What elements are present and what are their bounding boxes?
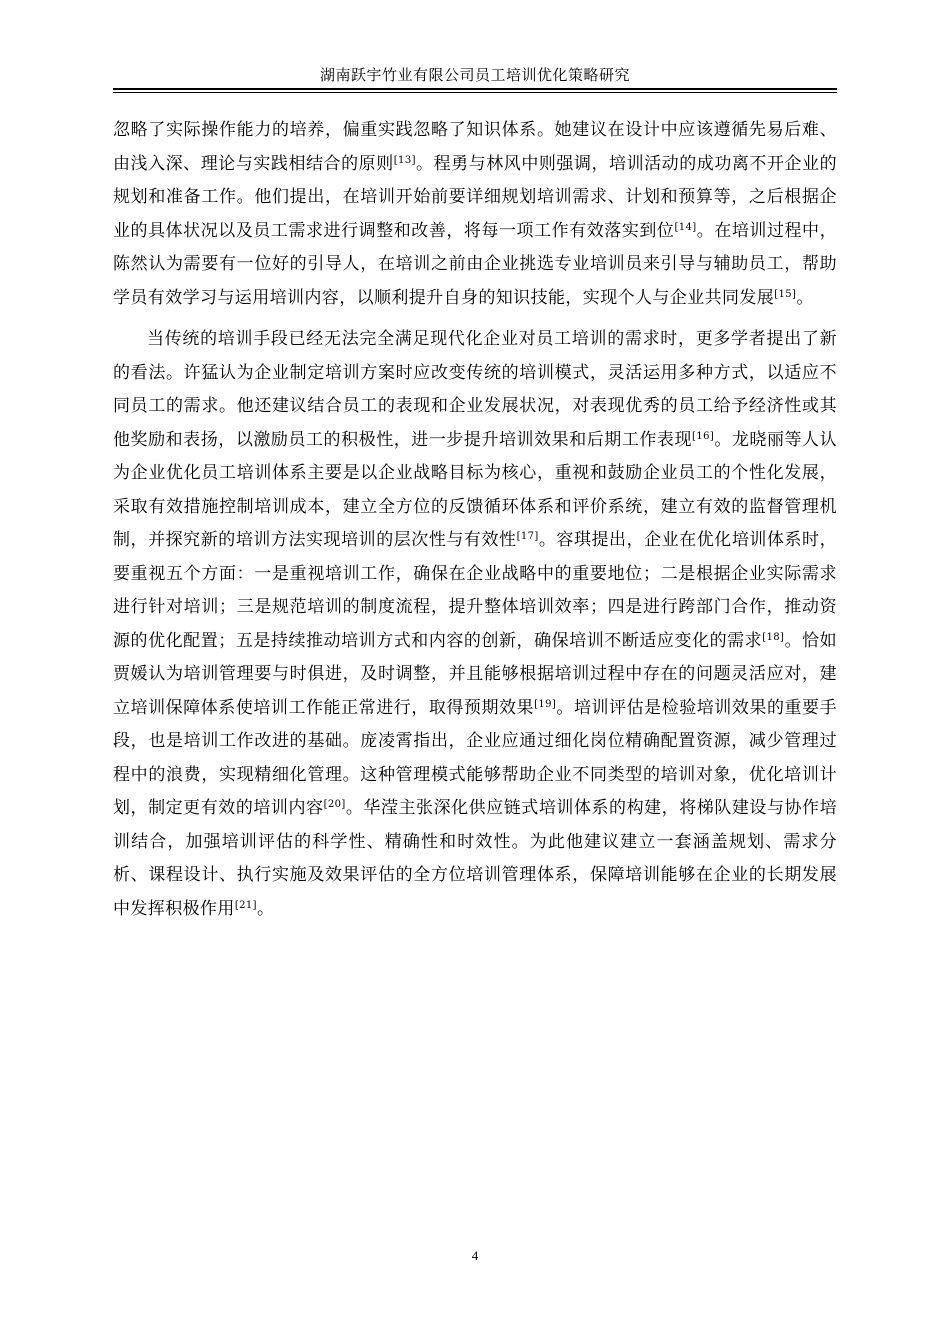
citation-16: [16] [692, 430, 715, 442]
citation-14: [14] [674, 221, 697, 233]
text-run: 。 [796, 287, 814, 308]
text-run: 。龙晓丽等人认为企业优化员工培训体系主要是以企业战略目标为核心，重视和鼓励企业员工的个性化发展，采取有效措施控制培训成本，建立全方位的反馈循环体系和评价系统，建立有效的监督管理机制，并探究新的培训方法实现培训的层次性与有效性 [113, 429, 837, 550]
citation-19: [19] [534, 698, 557, 710]
citation-13: [13] [393, 154, 416, 166]
paragraph-2 [113, 323, 837, 926]
citation-17: [17] [516, 531, 539, 542]
text-run: 。 [256, 898, 275, 919]
citation-20: [20] [323, 799, 346, 810]
text-run: 当传统的培训手段已经无法完全满足现代化企业对员工培训的需求时，更多学者提出了新的看法。许猛认为企业制定培训方案时应改变传统的培训模式，灵活运用多种方式，以适应不同员工的需求。他还建议结合员工的表现和企业发展状况，对表现优秀的员工给予经济性或其他奖励和表扬，以激励员工的积极性，进一步提升培训效果和后期工作表现 [113, 329, 837, 450]
running-header-title: 湖南跃宇竹业有限公司员工培训优化策略研究 [319, 66, 630, 84]
text-run: 。恰如贾媛认为培训管理要与时俱进，及时调整，并且能够根据培训过程中存在的问题灵活应对，建立培训保障体系使培训工作能正常进行，取得预期效果 [113, 630, 837, 718]
text-run: 。培训评估是检验培训效果的重要手段，也是培训工作改进的基础。庞凌霄指出，企业应通过细化岗位精确配置资源，减少管理过程中的浪费，实现精细化管理。这种管理模式能够帮助企业不同类型的培训对象，优化培训计划，制定更有效的培训内容 [113, 697, 837, 818]
text-run: 。容琪提出，企业在优化培训体系时，要重视五个方面：一是重视培训工作，确保在企业战略中的重要地位；二是根据企业实际需求进行针对培训；三是规范培训的制度流程，提升整体培训效率；四是进行跨部门合作，推动资源的优化配置；五是持续推动培训方式和内容的创新，确保培训不断适应变化的需求 [113, 530, 837, 651]
text-run: 。程勇与林风中则强调，培训活动的成功离不开企业的规划和准备工作。他们提出，在培训开始前要详细规划培训需求、计划和预算等，之后根据企业的具体状况以及员工需求进行调整和改善，将每一项工作有效落实到位 [113, 153, 837, 241]
header-rule-thick [113, 88, 837, 90]
body-text [113, 114, 837, 934]
text-run: 。华滢主张深化供应链式培训体系的构建，将梯队建设与协作培训结合，加强培训评估的科学性、精确性和时效性。为此他建议建立一套涵盖规划、需求分析、课程设计、执行实施及效果评估的全方位培训管理体系，保障培训能够在企业的长期发展中发挥积极作用 [113, 798, 837, 919]
citation-15: [15] [774, 288, 797, 300]
citation-21: [21] [234, 899, 257, 911]
header-rule-thin [113, 92, 837, 93]
text-run: 。在培训过程中，陈然认为需要有一位好的引导人，在培训之前由企业挑选专业培训员来引导与辅助员工，帮助学员有效学习与运用培训内容，以顺利提升自身的知识技能，实现个人与企业共同发展 [113, 220, 837, 308]
citation-18: [18] [762, 631, 785, 643]
text-run: 忽略了实际操作能力的培养，偏重实践忽略了知识体系。她建议在设计中应该遵循先易后难、由浅入深、理论与实践相结合的原则 [113, 120, 837, 174]
paragraph-1 [113, 114, 837, 315]
page-number: 4 [471, 1248, 479, 1263]
